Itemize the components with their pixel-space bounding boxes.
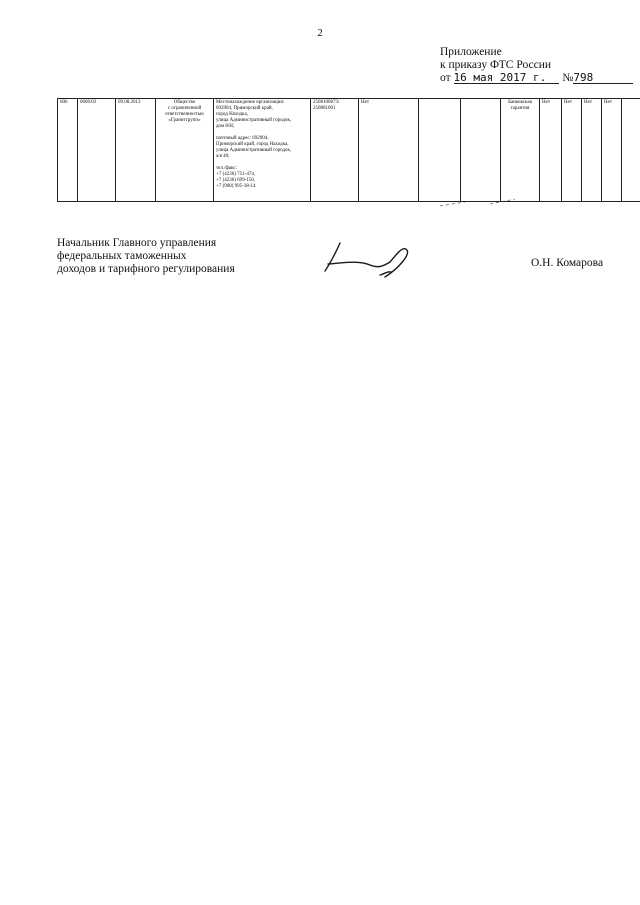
signatory-title-line3: доходов и тарифного регулирования — [57, 263, 235, 275]
cell-inn-kpp: 2508100873/ 250801001 — [311, 99, 359, 202]
cell-col12: Нет — [562, 99, 582, 202]
date-day: 16 — [453, 71, 467, 84]
cell-col11: Нет — [540, 99, 562, 202]
date-month: мая — [473, 71, 494, 84]
cell-reg-number: 0606/03 — [78, 99, 116, 202]
signatory-title — [57, 237, 235, 276]
cell-col15 — [622, 99, 640, 202]
date-prefix: от — [440, 72, 451, 84]
cell-date: 09.08.2013 — [116, 99, 156, 202]
cell-index: 606 — [58, 99, 78, 202]
handwritten-signature — [322, 240, 417, 288]
appendix-date-line — [440, 72, 633, 85]
table-row — [58, 99, 640, 202]
cell-org-name: Общество с ограниченной ответственностью «Гранитгрупп» — [156, 99, 214, 202]
cell-col13: Нет — [582, 99, 602, 202]
signatory-title-line1: Начальник Главного управления — [57, 237, 217, 249]
date-value — [454, 72, 560, 84]
cell-guarantee: Банковская гарантия — [501, 99, 540, 202]
scan-marks — [240, 196, 540, 212]
appendix-header — [440, 46, 633, 85]
register-table — [57, 98, 640, 202]
cell-col8 — [419, 99, 461, 202]
date-year: 2017 г. — [499, 71, 547, 84]
order-number — [573, 72, 633, 84]
signatory-title-line2: федеральных таможенных — [57, 250, 187, 262]
signatory-name: О.Н. Комарова — [531, 257, 604, 269]
page-number: 2 — [317, 27, 323, 39]
cell-col9 — [461, 99, 501, 202]
appendix-title: Приложение — [440, 46, 502, 58]
number-prefix: № — [562, 72, 574, 84]
appendix-order: к приказу ФТС России — [440, 59, 551, 71]
order-number-value: 798 — [573, 71, 594, 84]
cell-address: Местонахождение организации: 692904, Приморский край, город Находка, улица Административный городок, дом 8/Н; почтовый адрес: 692904, Приморский край, город Находка, улица Административный городок, а/я 40; тел./факс: +7 (4236) 751-474, +7 (4236) 699-150, +7 (908) 995-38-14 — [214, 99, 311, 202]
cell-col14: Нет — [602, 99, 622, 202]
cell-col7: Нет — [359, 99, 419, 202]
